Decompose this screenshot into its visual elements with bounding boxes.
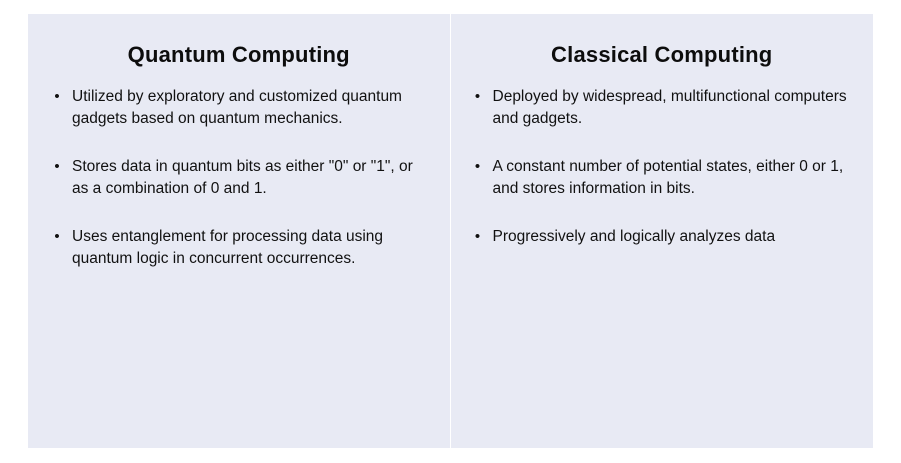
column-quantum-computing — [28, 14, 451, 448]
point-list-classical — [451, 86, 874, 274]
list-item-text: A constant number of potential states, either 0 or 1, and stores information in bits. — [492, 158, 844, 197]
column-header-quantum: Quantum Computing — [127, 42, 350, 67]
bullet-icon: • — [474, 88, 481, 105]
list-item — [463, 86, 856, 130]
bullet-icon: • — [474, 228, 481, 245]
point-list-quantum — [28, 86, 450, 296]
bullet-icon: • — [54, 228, 60, 245]
list-item — [42, 156, 424, 200]
list-item-text: Uses entanglement for processing data using quantum logic in concurrent occurrences. — [72, 228, 384, 267]
list-item — [463, 156, 856, 200]
list-item — [42, 226, 424, 270]
list-item-text: Deployed by widespread, multifunctional computers and gadgets. — [492, 88, 847, 127]
list-item-text: Stores data in quantum bits as either "0" or "1", or as a combination of 0 and 1. — [72, 158, 413, 197]
list-item-text: Utilized by exploratory and customized quantum gadgets based on quantum mechanics. — [72, 88, 402, 127]
list-item — [42, 86, 424, 130]
list-item — [463, 226, 856, 248]
bullet-icon: • — [54, 88, 60, 105]
column-header-classical: Classical Computing — [551, 42, 773, 67]
bullet-icon: • — [54, 158, 60, 175]
column-classical-computing — [451, 14, 874, 448]
bullet-icon: • — [474, 158, 481, 175]
list-item-text: Progressively and logically analyzes data — [492, 228, 776, 245]
comparison-table — [28, 14, 873, 448]
